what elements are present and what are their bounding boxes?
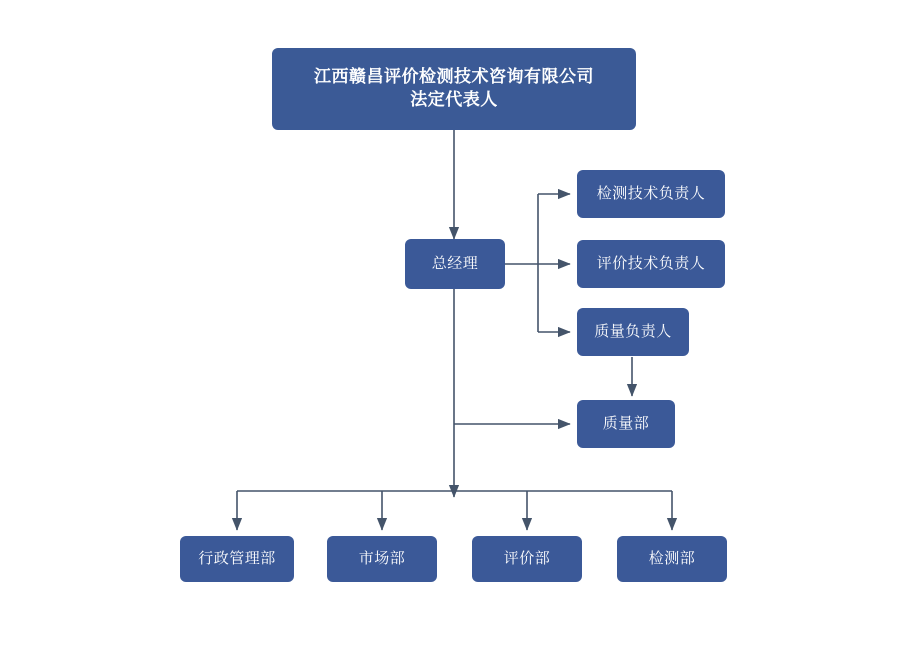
node-assessment-technical-lead-label: 评价技术负责人 [596, 254, 706, 272]
node-assessment-department-label: 评价部 [503, 549, 551, 567]
node-assessment-department[interactable] [472, 536, 582, 582]
node-testing-technical-lead[interactable] [577, 170, 725, 218]
root-line-2: 法定代表人 [410, 90, 498, 109]
node-quality-department-label: 质量部 [602, 414, 650, 432]
node-legal-representative[interactable] [272, 48, 636, 130]
node-market-department[interactable] [327, 536, 437, 582]
node-quality-department[interactable] [577, 400, 675, 448]
node-assessment-technical-lead[interactable] [577, 240, 725, 288]
node-quality-lead[interactable] [577, 308, 689, 356]
node-general-manager-label: 总经理 [431, 254, 479, 272]
node-testing-department-label: 检测部 [648, 549, 696, 567]
root-line-1: 江西赣昌评价检测技术咨询有限公司 [314, 67, 594, 87]
node-administration-department-label: 行政管理部 [198, 549, 276, 567]
node-testing-department[interactable] [617, 536, 727, 582]
node-testing-technical-lead-label: 检测技术负责人 [596, 184, 706, 202]
node-general-manager[interactable] [405, 239, 505, 289]
node-quality-lead-label: 质量负责人 [594, 322, 672, 340]
node-administration-department[interactable] [180, 536, 294, 582]
node-market-department-label: 市场部 [358, 549, 406, 567]
